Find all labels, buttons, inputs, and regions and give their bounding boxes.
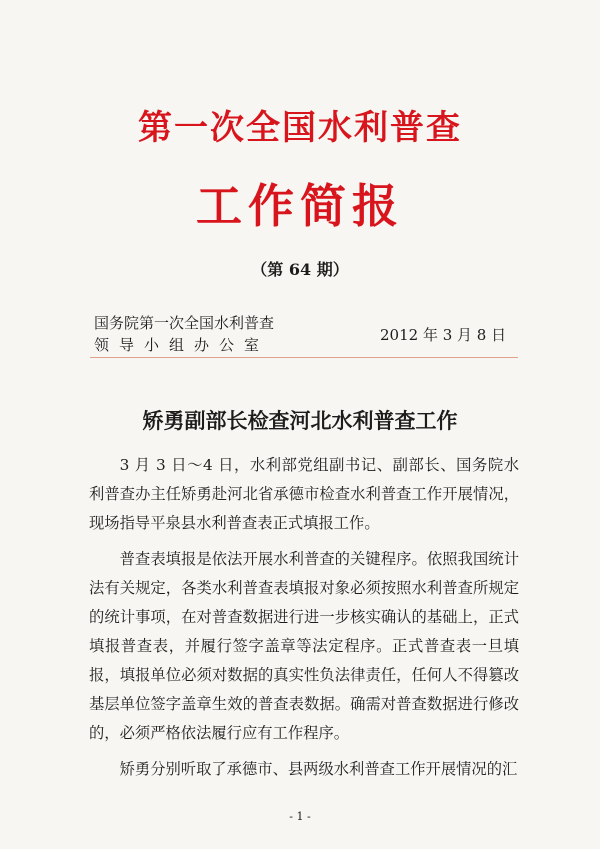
page-number: - 1 - (289, 810, 311, 823)
issuer-line-1: 国务院第一次全国水利普查 (94, 314, 275, 332)
article-paragraph: 普查表填报是依法开展水利普查的关键程序。依照我国统计法有关规定，各类水利普查表填报对象必须按照水利普查所规定的统计事项，在对普查数据进行进一步核实确认的基础上，正式填报普查表，并履行签字盖章等法定程序。正式普查表一旦填报，填报单位必须对数据的真实性负法律责任，任何人不得篡改基层单位签字盖章生效的普查表数据。确需对普查数据进行修改的，必须严格依法履行应有工作程序。 (89, 550, 519, 742)
article-body (89, 451, 519, 791)
article-title: 矫勇副部长检查河北水利普查工作 (142, 409, 458, 433)
masthead-title: 第一次全国水利普查 (138, 108, 462, 148)
issue-date: 2012 年 3 月 8 日 (380, 326, 507, 344)
article-paragraph: 3 月 3 日～4 日，水利部党组副书记、副部长、国务院水利普查办主任矫勇赴河北省承德市检查水利普查工作开展情况，现场指导平泉县水利普查表正式填报工作。 (89, 456, 519, 532)
issuer-line-2: 领导小组办公室 (94, 336, 270, 354)
header-divider (90, 357, 518, 358)
article-paragraph: 矫勇分别听取了承德市、县两级水利普查工作开展情况的汇 (119, 760, 518, 778)
issuer-block (94, 312, 274, 356)
masthead-subtitle: 工作简报 (196, 179, 404, 233)
issue-number: （第 64 期） (251, 260, 349, 279)
